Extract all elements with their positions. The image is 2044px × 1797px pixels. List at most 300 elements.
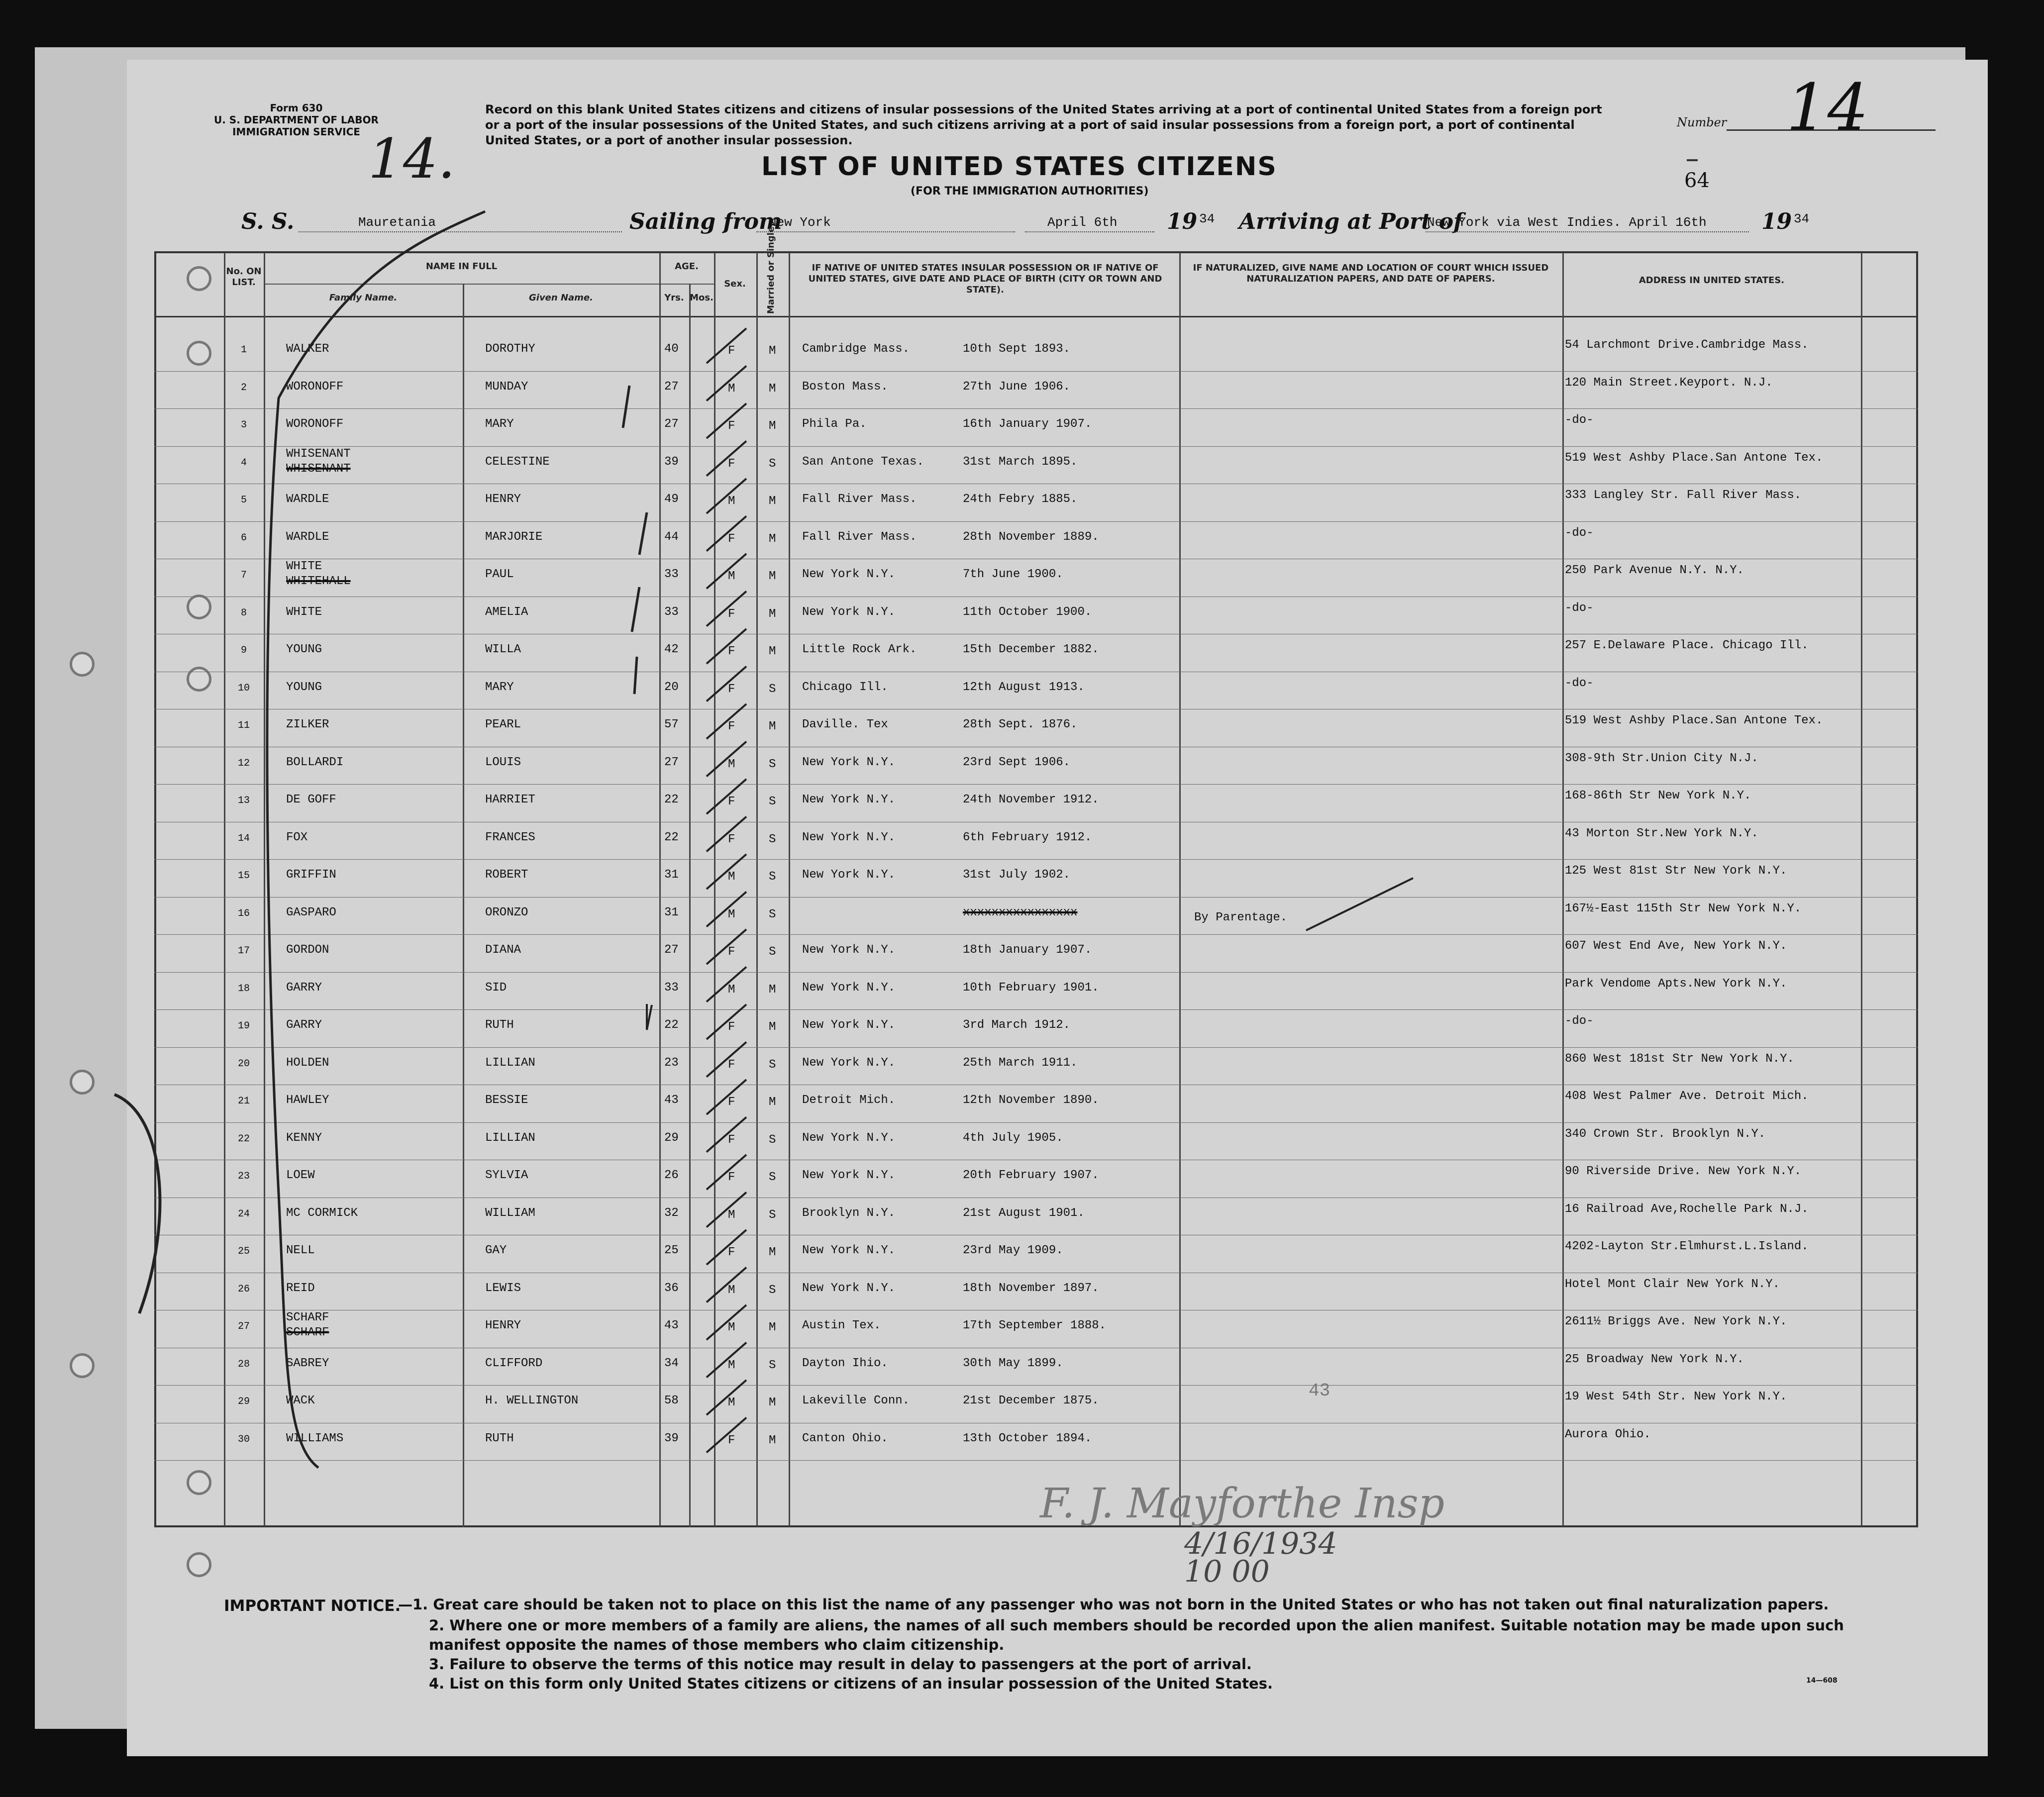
cell-row-number: 1: [240, 344, 247, 356]
col-header-mos: Mos.: [690, 293, 714, 303]
cell-address: -do-: [1565, 413, 1594, 427]
cell-given-name: SID: [485, 981, 507, 995]
cell-given-name: WILLA: [485, 643, 521, 656]
cell-birth-date: 31st July 1902.: [963, 868, 1071, 882]
cell-address: 519 West Ashby Place.San Antone Tex.: [1565, 714, 1823, 727]
cell-age: 39: [664, 455, 679, 469]
cell-marital: M: [769, 382, 776, 396]
cell-family-name: KENNY: [286, 1131, 322, 1145]
cell-birth-date: 7th June 1900.: [963, 568, 1063, 581]
cell-row-number: 30: [237, 1433, 250, 1445]
sailing-date: April 6th: [1047, 215, 1118, 230]
cell-marital: S: [769, 1133, 776, 1147]
cell-family-name: GRIFFIN: [286, 868, 336, 882]
cell-birth-date: 17th September 1888.: [963, 1319, 1107, 1332]
cell-address: 308-9th Str.Union City N.J.: [1565, 751, 1758, 765]
cell-birth-date: 12th November 1890.: [963, 1094, 1099, 1107]
cell-row-number: 11: [237, 720, 250, 731]
notice-label: IMPORTANT NOTICE.: [224, 1597, 401, 1615]
cell-given-name: LILLIAN: [485, 1131, 535, 1145]
cell-marital: S: [769, 795, 776, 808]
cell-birth-place: Fall River Mass.: [802, 493, 917, 506]
cell-birth-place: Austin Tex.: [802, 1319, 881, 1332]
cell-address: Aurora Ohio.: [1565, 1427, 1651, 1441]
cell-marital: S: [769, 870, 776, 884]
cell-age: 43: [664, 1094, 679, 1107]
cell-given-name: CLIFFORD: [485, 1356, 543, 1370]
cell-given-name: GAY: [485, 1244, 507, 1257]
cell-birth-place: Boston Mass.: [802, 380, 888, 394]
cell-row-number: 23: [237, 1171, 250, 1182]
check-mark: [707, 1380, 746, 1415]
col-header-name: NAME IN FULL: [425, 261, 498, 272]
cell-sex: F: [728, 1133, 735, 1147]
cell-birth-date: 18th January 1907.: [963, 943, 1092, 957]
cell-address: 860 West 181st Str New York N.Y.: [1565, 1052, 1794, 1066]
cell-birth-place: New York N.Y.: [802, 1018, 896, 1032]
cell-birth-date: 24th Febry 1885.: [963, 493, 1078, 506]
cell-age: 22: [664, 830, 679, 844]
cell-address: 43 Morton Str.New York N.Y.: [1565, 826, 1758, 840]
cell-address: 25 Broadway New York N.Y.: [1565, 1352, 1744, 1366]
cell-marital: S: [769, 907, 776, 921]
cell-family-name: WACK: [286, 1394, 315, 1407]
check-mark: [707, 403, 746, 438]
cell-row-number: 22: [237, 1133, 250, 1145]
cell-family-name: MC CORMICK: [286, 1206, 358, 1220]
cell-row-number: 9: [240, 645, 247, 656]
cell-family-name: NELL: [286, 1244, 315, 1257]
col-header-yrs: Yrs.: [664, 293, 684, 303]
cell-birth-place: New York N.Y.: [802, 1281, 896, 1295]
cell-age: 26: [664, 1169, 679, 1182]
cell-age: 33: [664, 568, 679, 581]
cell-family-name: GARRY: [286, 981, 322, 995]
cell-birth-date: 27th June 1906.: [963, 380, 1071, 394]
cell-row-number: 14: [237, 832, 250, 844]
faint-stamp: 43: [1309, 1381, 1330, 1401]
check-mark: [707, 516, 746, 551]
notice-item-3: 3. Failure to observe the terms of this notice may result in delay to passengers at the port of arrival.: [429, 1656, 1252, 1673]
cell-given-name: CELESTINE: [485, 455, 550, 469]
cell-row-number: 10: [237, 682, 250, 694]
cell-marital: M: [769, 1321, 776, 1334]
cell-birth-date: 10th Sept 1893.: [963, 342, 1071, 356]
cell-given-name: LILLIAN: [485, 1056, 535, 1070]
cell-row-number: 18: [237, 983, 250, 995]
col-header-naturalized: IF NATURALIZED, GIVE NAME AND LOCATION OF COURT WHICH ISSUED NATURALIZATION PAPERS, AND DATE OF PAPERS.: [1193, 263, 1549, 284]
cell-family-name: ZILKER: [286, 718, 329, 731]
cell-family-name: WARDLE: [286, 530, 329, 544]
cell-family-name: WHITE: [286, 605, 322, 619]
cell-sex: F: [728, 1171, 735, 1184]
cell-address: -do-: [1565, 676, 1594, 690]
cell-address: 408 West Palmer Ave. Detroit Mich.: [1565, 1090, 1809, 1103]
cell-age: 27: [664, 755, 679, 769]
check-mark: [707, 892, 746, 927]
cell-sex: M: [728, 495, 735, 508]
cell-marital: S: [769, 757, 776, 771]
cell-family-name: WALKER: [286, 342, 329, 356]
cell-age: 58: [664, 1394, 679, 1407]
cell-given-name: MARY: [485, 680, 514, 694]
cell-given-name: RUTH: [485, 1431, 514, 1445]
cell-family-name: YOUNG: [286, 680, 322, 694]
cell-marital: M: [769, 983, 776, 997]
cell-family-name-struck: WHITEHALL: [286, 575, 351, 588]
inspector-signature: F. J. Mayforthe Insp: [1040, 1480, 1445, 1527]
cell-address: 90 Riverside Drive. New York N.Y.: [1565, 1165, 1802, 1178]
cell-birth-date: 12th August 1913.: [963, 680, 1085, 694]
cell-family-name: WILLIAMS: [286, 1431, 344, 1445]
date-stamp-time: 10 00: [1184, 1554, 1270, 1589]
cell-given-name: DIANA: [485, 943, 521, 957]
date-stamp-line: 4/16/1934: [1184, 1526, 1337, 1561]
cell-row-number: 26: [237, 1283, 250, 1295]
cell-birth-date: 3rd March 1912.: [963, 1018, 1071, 1032]
cell-birth-place: San Antone Texas.: [802, 455, 924, 469]
sailing-from: New York: [769, 215, 831, 230]
cell-row-number: 27: [237, 1321, 250, 1332]
cell-sex: M: [728, 757, 735, 771]
check-mark: [707, 817, 746, 852]
cell-marital: M: [769, 495, 776, 508]
cell-row-number: 15: [237, 870, 250, 882]
cell-age: 34: [664, 1356, 679, 1370]
cell-naturalization: By Parentage.: [1194, 910, 1288, 924]
check-mark: [707, 779, 746, 814]
col-header-birth: IF NATIVE OF UNITED STATES INSULAR POSSESSION OR IF NATIVE OF UNITED STATES, GIVE DATE AND PLACE OF BIRTH (CITY OR TOWN AND STATE).: [808, 263, 1162, 295]
cell-given-name: SYLVIA: [485, 1169, 528, 1182]
cell-row-number: 29: [237, 1396, 250, 1407]
check-mark: [707, 1155, 746, 1190]
check-mark: [707, 1080, 746, 1114]
check-mark: [707, 1117, 746, 1152]
cell-sex: M: [728, 570, 735, 583]
cell-birth-place: Brooklyn N.Y.: [802, 1206, 896, 1220]
cell-row-number: 13: [237, 795, 250, 806]
cell-age: 27: [664, 943, 679, 957]
cell-birth-place: Chicago Ill.: [802, 680, 888, 694]
cell-row-number: 4: [240, 457, 247, 469]
col-header-married: Married or Single.: [766, 223, 776, 314]
cell-family-name: GARRY: [286, 1018, 322, 1032]
cell-given-name: MUNDAY: [485, 380, 528, 394]
check-mark: [707, 929, 746, 964]
cell-given-name: DOROTHY: [485, 342, 535, 356]
cell-family-name: SCHARF: [286, 1311, 329, 1324]
cell-given-name: H. WELLINGTON: [485, 1394, 579, 1407]
check-mark: [707, 1343, 746, 1378]
cell-given-name: BESSIE: [485, 1094, 528, 1107]
cell-marital: M: [769, 1396, 776, 1409]
cell-age: 36: [664, 1281, 679, 1295]
cell-birth-place: New York N.Y.: [802, 793, 896, 806]
cell-row-number: 7: [240, 570, 247, 581]
cell-family-name: SABREY: [286, 1356, 329, 1370]
cell-birth-place: Daville. Tex: [802, 718, 888, 731]
cell-birth-date: 15th December 1882.: [963, 643, 1099, 656]
cell-address: 16 Railroad Ave,Rochelle Park N.J.: [1565, 1202, 1809, 1216]
cell-sex: F: [728, 720, 735, 733]
arriving-at: New York via West Indies. April 16th: [1427, 215, 1707, 230]
cell-family-name: DE GOFF: [286, 793, 336, 806]
cell-address: 4202-Layton Str.Elmhurst.L.Island.: [1565, 1240, 1809, 1253]
cell-birth-place: New York N.Y.: [802, 755, 896, 769]
year-prefix: 19: [1167, 209, 1198, 234]
cell-age: 57: [664, 718, 679, 731]
cell-row-number: 8: [240, 607, 247, 619]
cell-row-number: 28: [237, 1358, 250, 1370]
cell-age: 32: [664, 1206, 679, 1220]
cell-marital: S: [769, 1058, 776, 1072]
cell-address: 168-86th Str New York N.Y.: [1565, 789, 1751, 802]
cell-birth-place: New York N.Y.: [802, 981, 896, 995]
form-id-line: Form 630: [270, 102, 323, 114]
cell-marital: S: [769, 457, 776, 471]
cell-birth-date-struck: xxxxxxxxxxxxxxxx: [963, 905, 1078, 919]
check-mark: [707, 592, 746, 626]
cell-birth-place: New York N.Y.: [802, 1056, 896, 1070]
cell-marital: M: [769, 570, 776, 583]
cell-given-name: LOUIS: [485, 755, 521, 769]
check-mark: [707, 629, 746, 664]
cell-sex: M: [728, 870, 735, 884]
cell-marital: M: [769, 1096, 776, 1109]
cell-age: 29: [664, 1131, 679, 1145]
cell-birth-place: New York N.Y.: [802, 830, 896, 844]
cell-marital: M: [769, 1020, 776, 1034]
cell-birth-place: Cambridge Mass.: [802, 342, 910, 356]
cell-marital: S: [769, 832, 776, 846]
cell-given-name: AMELIA: [485, 605, 528, 619]
cell-marital: M: [769, 532, 776, 546]
cell-marital: S: [769, 682, 776, 696]
cell-address: 250 Park Avenue N.Y. N.Y.: [1565, 564, 1744, 577]
cell-age: 27: [664, 417, 679, 431]
cell-birth-place: Dayton Ihio.: [802, 1356, 888, 1370]
page-title: LIST OF UNITED STATES CITIZENS: [761, 152, 1277, 182]
cell-given-name: MARY: [485, 417, 514, 431]
cell-sex: F: [728, 1096, 735, 1109]
cell-birth-date: 21st August 1901.: [963, 1206, 1085, 1220]
page-number: 64: [1684, 169, 1710, 192]
cell-birth-place: New York N.Y.: [802, 868, 896, 882]
sailing-label: Sailing from: [629, 209, 782, 234]
cell-address: Hotel Mont Clair New York N.Y.: [1565, 1277, 1780, 1291]
cell-marital: M: [769, 1246, 776, 1259]
cell-birth-date: 24th November 1912.: [963, 793, 1099, 806]
cell-birth-date: 30th May 1899.: [963, 1356, 1063, 1370]
cell-birth-place: New York N.Y.: [802, 1244, 896, 1257]
cell-age: 33: [664, 981, 679, 995]
check-mark: [707, 366, 746, 401]
cell-birth-date: 6th February 1912.: [963, 830, 1092, 844]
cell-sex: F: [728, 1246, 735, 1259]
cell-address: 340 Crown Str. Brooklyn N.Y.: [1565, 1127, 1766, 1141]
cell-given-name: ROBERT: [485, 868, 528, 882]
cell-row-number: 25: [237, 1246, 250, 1257]
cell-family-name: YOUNG: [286, 643, 322, 656]
cell-age: 22: [664, 1018, 679, 1032]
cell-age: 23: [664, 1056, 679, 1070]
cell-family-name-struck: WHISENANT: [286, 462, 351, 476]
cell-age: 31: [664, 905, 679, 919]
cell-address: -do-: [1565, 526, 1594, 540]
check-mark: [707, 704, 746, 739]
cell-age: 39: [664, 1431, 679, 1445]
cell-birth-date: 28th November 1889.: [963, 530, 1099, 544]
cell-family-name: REID: [286, 1281, 315, 1295]
cell-row-number: 16: [237, 907, 250, 919]
notice-item-1: —1. Great care should be taken not to place on this list the name of any passenger who was not born in the United States or who has not taken out final naturalization papers.: [398, 1596, 1829, 1613]
number-label: Number: [1677, 115, 1727, 129]
cell-sex: F: [728, 607, 735, 621]
cell-birth-date: 21st December 1875.: [963, 1394, 1099, 1407]
check-mark: [707, 554, 746, 589]
check-mark: [707, 742, 746, 777]
cell-row-number: 20: [237, 1058, 250, 1070]
cell-age: 43: [664, 1319, 679, 1332]
cell-marital: S: [769, 945, 776, 959]
cell-age: 20: [664, 680, 679, 694]
cell-age: 25: [664, 1244, 679, 1257]
cell-row-number: 17: [237, 945, 250, 957]
check-mark: [707, 1193, 746, 1227]
check-mark: [707, 441, 746, 476]
cell-given-name: HENRY: [485, 1319, 521, 1332]
cell-given-name: FRANCES: [485, 830, 535, 844]
cell-address: 257 E.Delaware Place. Chicago Ill.: [1565, 639, 1809, 652]
cell-sex: F: [728, 945, 735, 959]
ship-name: Mauretania: [358, 215, 436, 230]
cell-family-name: WHISENANT: [286, 447, 351, 461]
cell-family-name: WHITE: [286, 560, 322, 573]
cell-sex: F: [728, 832, 735, 846]
cell-birth-date: 16th January 1907.: [963, 417, 1092, 431]
cell-birth-date: 23rd May 1909.: [963, 1244, 1063, 1257]
cell-birth-date: 23rd Sept 1906.: [963, 755, 1071, 769]
cell-sex: F: [728, 1020, 735, 1034]
cell-sex: F: [728, 419, 735, 433]
cell-sex: M: [728, 382, 735, 396]
check-mark: [707, 479, 746, 513]
check-mark: [707, 1305, 746, 1340]
cell-marital: M: [769, 344, 776, 358]
cell-marital: S: [769, 1208, 776, 1222]
cell-birth-place: Phila Pa.: [802, 417, 867, 431]
ss-label: S. S.: [241, 209, 295, 234]
cell-row-number: 12: [237, 757, 250, 769]
cell-sex: F: [728, 682, 735, 696]
cell-row-number: 24: [237, 1208, 250, 1220]
col-header-given: Given Name.: [529, 293, 593, 303]
cell-age: 44: [664, 530, 679, 544]
cell-birth-place: Little Rock Ark.: [802, 643, 917, 656]
col-header-family: Family Name.: [329, 293, 398, 303]
cell-given-name: WILLIAM: [485, 1206, 535, 1220]
check-mark: [707, 1418, 746, 1453]
cell-marital: S: [769, 1283, 776, 1297]
arriving-year: 34: [1794, 211, 1810, 226]
cell-family-name: GORDON: [286, 943, 329, 957]
cell-address: 2611½ Briggs Ave. New York N.Y.: [1565, 1315, 1787, 1328]
cell-age: 49: [664, 493, 679, 506]
cell-age: 22: [664, 793, 679, 806]
cell-family-name: HOLDEN: [286, 1056, 329, 1070]
cell-sex: F: [728, 457, 735, 471]
cell-age: 27: [664, 380, 679, 394]
cell-address: 19 West 54th Str. New York N.Y.: [1565, 1390, 1787, 1403]
cell-birth-place: Fall River Mass.: [802, 530, 917, 544]
cell-marital: M: [769, 607, 776, 621]
cell-marital: M: [769, 720, 776, 733]
cell-birth-date: 25th March 1911.: [963, 1056, 1078, 1070]
cell-family-name: WORONOFF: [286, 417, 344, 431]
cell-sex: M: [728, 1358, 735, 1372]
cell-birth-place: Detroit Mich.: [802, 1094, 896, 1107]
cell-age: 33: [664, 605, 679, 619]
cell-birth-date: 18th November 1897.: [963, 1281, 1099, 1295]
cell-address: Park Vendome Apts.New York N.Y.: [1565, 977, 1787, 991]
cell-sex: F: [728, 344, 735, 358]
cell-sex: M: [728, 983, 735, 997]
handwritten-list-number: 14.: [368, 127, 455, 191]
cell-marital: M: [769, 419, 776, 433]
form-id-line: IMMIGRATION SERVICE: [232, 126, 360, 138]
cell-birth-place: New York N.Y.: [802, 1169, 896, 1182]
cell-sex: F: [728, 645, 735, 658]
cell-sex: M: [728, 1283, 735, 1297]
arriving-year-prefix: 19: [1761, 209, 1792, 234]
cell-birth-date: 13th October 1894.: [963, 1431, 1092, 1445]
col-header-sex: Sex.: [724, 279, 746, 289]
cell-given-name: RUTH: [485, 1018, 514, 1032]
cell-birth-date: 10th February 1901.: [963, 981, 1099, 995]
sailing-year: 34: [1199, 211, 1215, 226]
cell-address: 167½-East 115th Str New York N.Y.: [1565, 901, 1802, 915]
cell-family-name: WARDLE: [286, 493, 329, 506]
cell-address: -do-: [1565, 1014, 1594, 1028]
check-mark: [707, 667, 746, 701]
cell-sex: F: [728, 1433, 735, 1447]
cell-given-name: LEWIS: [485, 1281, 521, 1295]
cell-age: 40: [664, 342, 679, 356]
cell-birth-place: New York N.Y.: [802, 605, 896, 619]
cell-sex: F: [728, 532, 735, 546]
cell-row-number: 5: [240, 495, 247, 506]
cell-address: -do-: [1565, 601, 1594, 615]
footer-code: 14—608: [1806, 1677, 1838, 1685]
cell-given-name: HARRIET: [485, 793, 535, 806]
form-id-line: U. S. DEPARTMENT OF LABOR: [214, 114, 379, 126]
cell-given-name: PAUL: [485, 568, 514, 581]
cell-sex: F: [728, 795, 735, 808]
check-mark: [707, 1230, 746, 1265]
page-subtitle: (FOR THE IMMIGRATION AUTHORITIES): [911, 185, 1149, 198]
notice-item-2: 2. Where one or more members of a family are aliens, the names of all such members should be recorded upon the alien manifest. Suitable notation may be made upon such manifest opposite the names of those members who claim citizenship.: [429, 1617, 1844, 1653]
number-value: 14: [1786, 70, 1869, 145]
check-mark: [707, 1004, 746, 1039]
cell-family-name: BOLLARDI: [286, 755, 344, 769]
cell-address: 120 Main Street.Keyport. N.J.: [1565, 376, 1773, 390]
cell-row-number: 6: [240, 532, 247, 544]
cell-birth-date: 20th February 1907.: [963, 1169, 1099, 1182]
cell-given-name: ORONZO: [485, 905, 528, 919]
cell-given-name: HENRY: [485, 493, 521, 506]
cell-row-number: 2: [240, 382, 247, 394]
cell-sex: M: [728, 1208, 735, 1222]
